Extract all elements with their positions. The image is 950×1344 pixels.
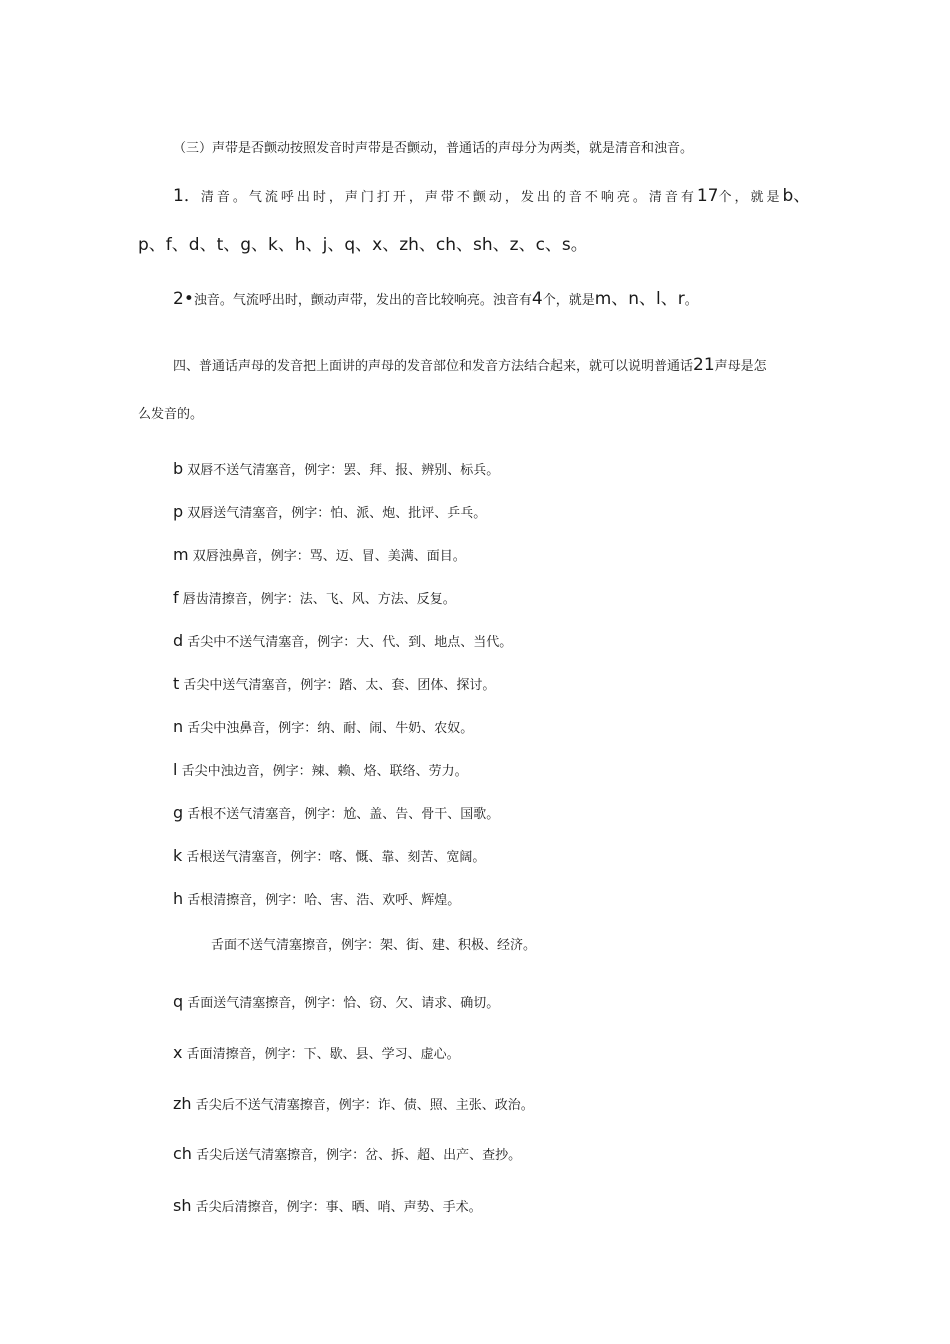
initial-entry: [173, 1144, 521, 1166]
initial-letter: n: [173, 717, 184, 736]
initial-letter: zh: [173, 1094, 192, 1113]
section4-initial-count: 21: [693, 355, 715, 375]
initial-description: 舌尖中送气清塞音，例字：踏、太、套、团体、探讨。: [183, 678, 496, 693]
initial-description: 舌尖后清擦音，例字：事、晒、哨、声势、手术。: [195, 1200, 482, 1215]
section4-intro-continuation: 么发音的。: [138, 407, 204, 422]
initial-letter: k: [173, 846, 183, 865]
initial-description: 舌根清擦音，例字：哈、害、浩、欢呼、辉煌。: [187, 893, 461, 908]
initial-entry: [173, 803, 499, 825]
initial-description: 舌尖后送气清塞擦音，例字：岔、拆、超、出产、查抄。: [196, 1148, 522, 1163]
initial-description: 双唇送气清塞音，例字：怕、派、炮、批评、乒乓。: [187, 506, 487, 521]
voiceless-count: 17: [696, 186, 719, 206]
section3-heading: [173, 139, 693, 159]
initial-description: 舌尖后不送气清塞擦音，例字：诈、债、照、主张、政治。: [195, 1098, 534, 1113]
initial-entry: [173, 889, 460, 911]
section4-intro: [173, 355, 767, 377]
paragraph-voiced-number: 2•: [173, 289, 194, 309]
initial-letter: d: [173, 631, 184, 650]
initial-entry: [211, 934, 536, 956]
initial-description: 舌面送气清塞擦音，例字：恰、窃、欠、请求、确切。: [187, 996, 500, 1011]
initial-entry: [173, 1196, 482, 1218]
initial-letter: ch: [173, 1144, 192, 1163]
initial-entry: [173, 459, 499, 481]
voiced-count: 4: [531, 289, 543, 309]
initial-description: 舌尖中浊鼻音，例字：纳、耐、闹、牛奶、农奴。: [187, 721, 474, 736]
initial-letter: p: [173, 502, 184, 521]
initial-entry: [173, 588, 456, 610]
initial-letter: t: [173, 674, 180, 693]
initial-description: 唇齿清擦音，例字：法、飞、风、方法、反复。: [182, 592, 456, 607]
section4-intro-text-b: 声母是怎: [714, 359, 767, 374]
initial-description: 舌面清擦音，例字：下、歇、县、学习、虚心。: [186, 1047, 460, 1062]
voiceless-first-initial: b、: [782, 186, 811, 206]
initial-entry: [173, 760, 468, 782]
paragraph-voiced-text-a: 浊音。气流呼出时，颤动声带，发出的音比较响亮。浊音有: [193, 293, 532, 308]
initial-entry: [173, 1094, 534, 1116]
initial-letter: h: [173, 889, 184, 908]
initial-description: 舌尖中浊边音，例字：辣、赖、烙、联络、劳力。: [181, 764, 468, 779]
initial-letter: x: [173, 1043, 183, 1062]
initial-letter: l: [173, 760, 178, 779]
initial-description: 舌根送气清塞音，例字：喀、慨、靠、刻苦、宽阔。: [186, 850, 486, 865]
initial-letter: f: [173, 588, 179, 607]
initial-entry: [173, 631, 512, 653]
initial-entry: [173, 1043, 460, 1065]
initial-description: 舌尖中不送气清塞音，例字：大、代、到、地点、当代。: [187, 635, 513, 650]
initial-entry: [173, 674, 495, 696]
section4-intro-text-a: 四、普通话声母的发音把上面讲的声母的发音部位和发音方法结合起来，就可以说明普通话: [173, 359, 694, 374]
paragraph-voiceless-text-b: 个，就是: [718, 190, 783, 205]
initial-description: 舌面不送气清塞擦音，例字：架、街、建、积极、经济。: [211, 938, 537, 953]
paragraph-voiced: [173, 289, 698, 311]
initial-letter: g: [173, 803, 184, 822]
initial-letter: sh: [173, 1196, 192, 1215]
voiced-initials-list: m、n、l、r: [594, 289, 685, 309]
initial-letter: q: [173, 992, 184, 1011]
paragraph-voiceless-number: 1．: [173, 186, 201, 206]
initial-entry: [173, 717, 473, 739]
section3-heading-text: （三）声带是否颤动按照发音时声带是否颤动，普通话的声母分为两类，就是清音和浊音。: [173, 141, 694, 156]
paragraph-voiceless-text-a: 清音。气流呼出时，声门打开，声带不颤动，发出的音不响亮。清音有: [200, 190, 697, 205]
initial-description: 双唇不送气清塞音，例字：罢、拜、报、辨别、标兵。: [187, 463, 500, 478]
paragraph-voiced-text-b: 个，就是: [542, 293, 595, 308]
initial-entry: [173, 846, 485, 868]
initial-letter: m: [173, 545, 189, 564]
initial-entry: [173, 545, 466, 567]
initial-description: 舌根不送气清塞音，例字：尬、盖、告、骨干、国歌。: [187, 807, 500, 822]
initial-letter: b: [173, 459, 184, 478]
paragraph-voiceless: [173, 186, 810, 208]
initial-entry: [173, 992, 499, 1014]
voiceless-initials-list: p、f、d、t、g、k、h、j、q、x、zh、ch、sh、z、c、s。: [138, 235, 588, 255]
initial-entry: [173, 502, 486, 524]
initial-description: 双唇浊鼻音，例字：骂、迈、冒、美满、面目。: [192, 549, 466, 564]
paragraph-voiced-end: 。: [684, 293, 698, 308]
